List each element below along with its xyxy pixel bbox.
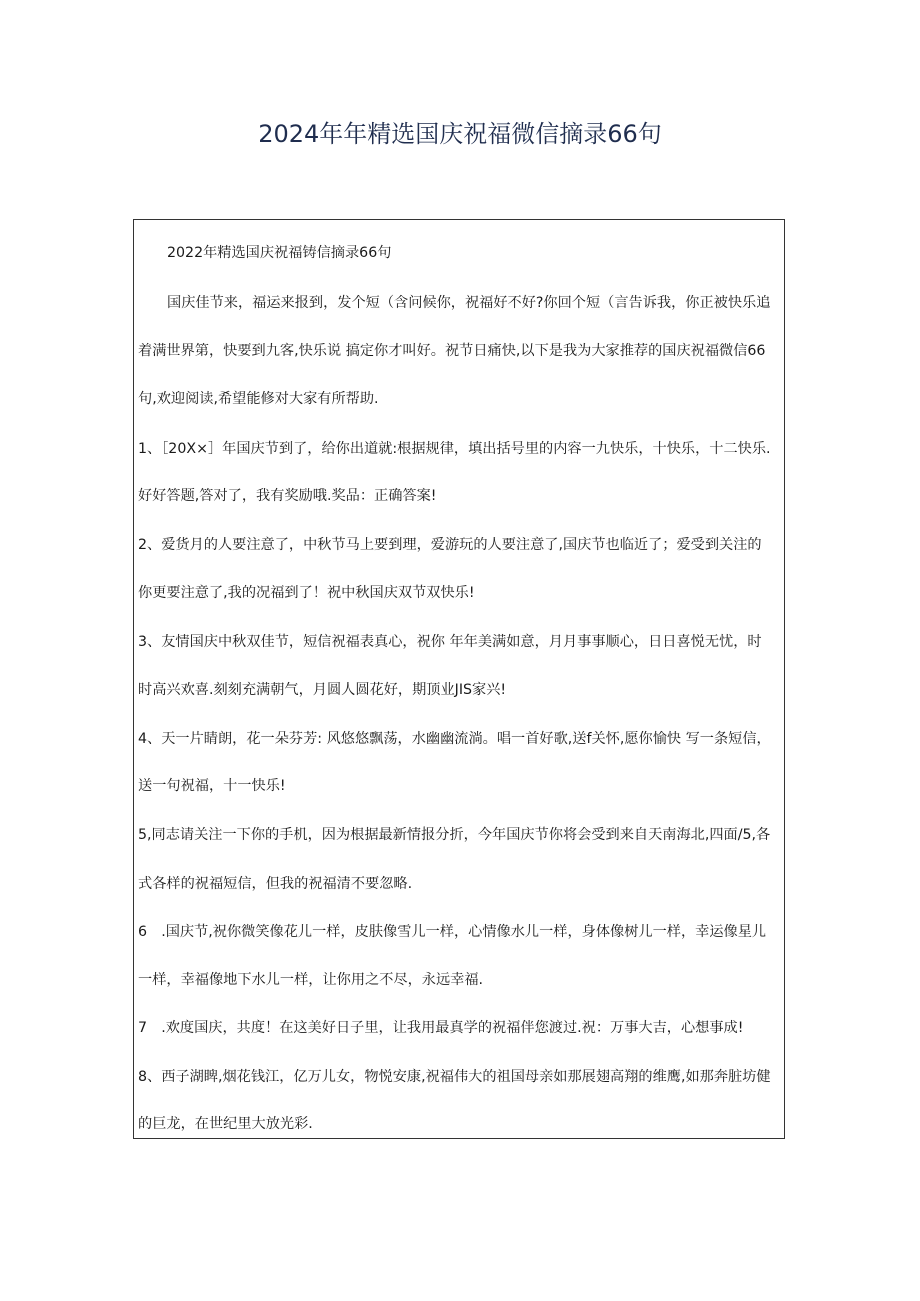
text-line: 你更要注意了,我的况福到了！祝中秋国庆双节双快乐! — [138, 585, 475, 601]
text-line: 5,同志请关注一下你的手机，因为根据最新情报分折，今年国庆节你将会受到来自天南海北,四面/5,各 — [138, 827, 771, 843]
text-line: 8、西子湖睥,烟花钱江，亿万儿女，物悦安康,祝福伟大的祖国母亲如那展翅高翔的维鹰,如那奔脏坊健 — [138, 1069, 771, 1085]
text-line: 式各样的祝福短信，但我的祝福清不要忽略. — [138, 876, 413, 892]
text-line: 2022年精选国庆祝福铸信摘录66句 — [167, 245, 392, 261]
text-line: 7 .欢度国庆，共度！在这美好日子里，让我用最真学的祝福伴您渡过.祝：万事大吉，心想事成! — [138, 1020, 744, 1036]
text-line: 一样，幸福像地下水儿一样，让你用之不尽，永远幸福. — [138, 972, 484, 988]
text-line: 4、天一片睛朗，花一朵芬芳: 风悠悠飘荡，水幽幽流淌。唱一首好歌,送f关怀,愿你愉快 写一条短信， — [138, 731, 771, 747]
page-title: 2024年年精选国庆祝福微信摘录66句 — [258, 120, 662, 148]
content-box — [133, 219, 785, 1139]
text-line: 好好答题,答对了，我有奖励哦.奖品：正确答案! — [138, 488, 437, 504]
text-line: 6 .国庆节,祝你微笑像花儿一样，皮肤像雪儿一样，心情像水儿一样，身体像树儿一样，幸运像星儿 — [138, 924, 767, 940]
text-line: 1、［20X×］年国庆节到了，给你出道就:根据规律，填出括号里的内容一九快乐，十快乐，十二快乐. — [138, 441, 771, 457]
text-line: 句,欢迎阅读,希望能修对大家有所帮助. — [138, 391, 379, 407]
text-line: 的巨龙，在世纪里大放光彩. — [138, 1116, 313, 1132]
text-line: 送一句祝福，十一快乐! — [138, 778, 286, 794]
text-line: 3、友情国庆中秋双佳节，短信祝福表真心，祝你 年年美满如意，月月事事顺心，日日喜悦无忧，时 — [138, 634, 762, 650]
text-line: 时高兴欢喜.刻刻充满朝气，月圆人圆花好，期顶业JIS家兴! — [138, 682, 507, 698]
text-line: 国庆佳节来，福运来报到，发个短（含问候你，祝福好不好?你回个短（言告诉我，你正被快乐追 — [167, 295, 771, 311]
text-line: 2、爱货月的人要注意了，中秋节马上要到理，爱游玩的人要注意了,国庆节也临近了；爱受到关注的 — [138, 537, 762, 553]
text-line: 着满世界第，快要到九客,快乐说 搞定你才叫好。祝节日痛快,以下是我为大家推荐的国庆祝福微信66 — [138, 343, 766, 359]
